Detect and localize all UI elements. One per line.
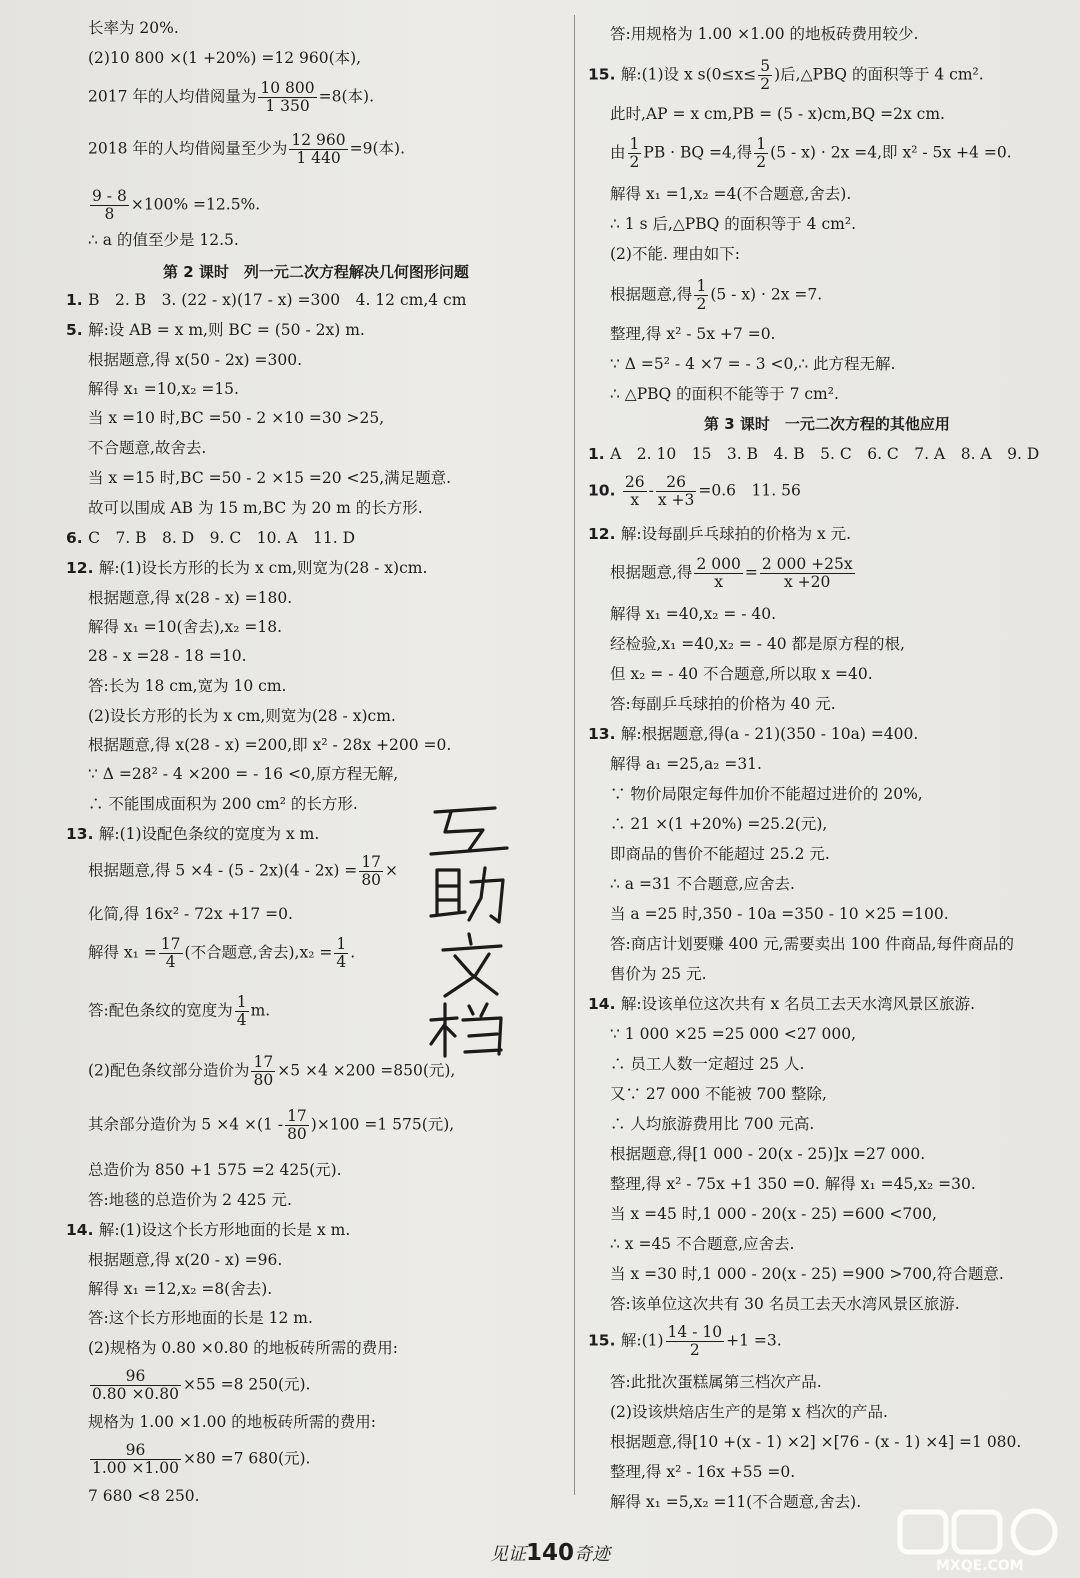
answer-line <box>88 379 239 399</box>
line-text: 解得 x₁ =1,x₂ =4(不合题意,舍去). <box>610 185 852 203</box>
fraction-denominator: 80 <box>361 871 382 889</box>
line-text: ∴ x =45 不合题意,应舍去. <box>610 1235 795 1253</box>
fraction-numerator: 96 <box>90 1442 181 1460</box>
answer-line <box>588 444 1039 464</box>
line-text: 解:设每副乒乓球拍的价格为 x 元. <box>620 525 852 543</box>
answer-line <box>610 24 918 44</box>
fraction <box>656 474 697 509</box>
fraction-denominator: 2 <box>760 75 771 93</box>
footer-prefix: 见证 <box>490 1544 526 1565</box>
answer-line <box>88 1279 272 1299</box>
answer-line <box>610 1402 888 1422</box>
page-footer <box>490 1540 610 1566</box>
line-text: 答:这个长方形地面的长是 12 m. <box>88 1309 313 1327</box>
answer-line <box>610 604 776 624</box>
line-text: 即商品的售价不能超过 25.2 元. <box>610 845 830 863</box>
fraction-numerator: 1 <box>696 277 707 295</box>
line-text: ∴ 1 s 后,△PBQ 的面积等于 4 cm². <box>610 215 856 233</box>
line-text: 当 x =30 时,1 000 - 20(x - 25) =900 >700,符合题意. <box>610 1265 1004 1283</box>
line-text: 解得 x₁ = <box>88 943 157 962</box>
line-text: 不合题意,故舍去. <box>88 439 207 457</box>
fraction-denominator: 80 <box>287 1125 307 1143</box>
answer-line <box>610 104 945 124</box>
line-text: 故可以围成 AB 为 15 m,BC 为 20 m 的长方形. <box>88 499 423 517</box>
fraction <box>90 1442 181 1477</box>
line-text: 解得 x₁ =12,x₂ =8(舍去). <box>88 1280 273 1298</box>
answer-line <box>610 384 839 404</box>
line-text: 答:地毯的总造价为 2 425 元. <box>88 1191 292 1209</box>
answer-line <box>610 1114 814 1134</box>
answer-line <box>588 474 801 509</box>
answer-line <box>66 320 365 340</box>
line-text: 根据题意,得[1 000 - 20(x - 25)]x =27 000. <box>610 1145 926 1163</box>
answer-line <box>88 706 396 726</box>
line-text: (2)设长方形的长为 x cm,则宽为(28 - x)cm. <box>88 707 396 725</box>
line-text: 解得 x₁ =10(舍去),x₂ =18. <box>88 618 283 636</box>
fraction-numerator: 1 <box>756 135 767 153</box>
line-text: )后,△PBQ 的面积等于 4 cm². <box>774 65 984 84</box>
line-text: 根据题意,得[10 +(x - 1) ×2] ×[76 - (x - 1) ×4] =1 080. <box>610 1433 1022 1451</box>
answer-line <box>88 588 292 608</box>
line-text: ∴ a =31 不合题意,应舍去. <box>610 875 795 893</box>
section-heading <box>66 262 566 282</box>
line-text: (2)10 800 ×(1 +20%) =12 960(本), <box>88 49 362 67</box>
line-text: 解:(1) <box>620 1331 664 1350</box>
line-text: × <box>385 861 399 880</box>
line-text: 答:配色条纹的宽度为 <box>88 1001 233 1020</box>
line-text: ∵ Δ =5² - 4 ×7 = - 3 <0,∴ 此方程无解. <box>610 355 896 373</box>
item-number: 1. <box>588 445 611 463</box>
line-text: 根据题意,得 <box>610 563 693 582</box>
fraction <box>760 556 855 591</box>
fraction-denominator: 4 <box>336 953 347 971</box>
answer-line <box>88 48 361 68</box>
fraction-denominator: x +3 <box>657 491 695 509</box>
item-number: 12. <box>588 525 621 543</box>
fraction <box>90 1368 181 1403</box>
line-text: 此时,AP = x cm,PB = (5 - x)cm,BQ =2x cm. <box>610 105 945 123</box>
line-text: =0.6 11. 56 <box>698 481 801 500</box>
fraction <box>694 278 708 313</box>
answer-line <box>610 278 822 313</box>
answer-line <box>88 1160 342 1180</box>
fraction-denominator: x <box>714 573 723 591</box>
line-text: . <box>350 943 356 962</box>
line-text: (5 - x) · 2x =7. <box>710 285 823 304</box>
fraction-numerator: 2 000 +25x <box>761 555 853 573</box>
answer-line <box>88 794 358 814</box>
fraction-numerator: 17 <box>361 853 382 871</box>
line-text: 整理,得 x² - 75x +1 350 =0. 解得 x₁ =45,x₂ =30. <box>610 1175 976 1193</box>
line-text: 答:商店计划要赚 400 元,需要卖出 100 件商品,每件商品的 <box>610 935 1014 953</box>
line-text: 解:设 AB = x m,则 BC = (50 - 2x) m. <box>88 321 365 339</box>
line-text: 答:每副乒乓球拍的价格为 40 元. <box>610 695 836 713</box>
line-text: (2)设该烘焙店生产的是第 x 档次的产品. <box>610 1403 888 1421</box>
answer-line <box>88 230 239 250</box>
line-text: ×55 =8 250(元). <box>182 1375 311 1394</box>
fraction-denominator: 2 <box>689 1341 700 1359</box>
answer-line <box>610 244 740 264</box>
line-text: 解:(1)设长方形的长为 x cm,则宽为(28 - x)cm. <box>98 559 428 577</box>
answer-line <box>66 528 355 548</box>
answer-line <box>88 646 247 666</box>
answer-line <box>88 1108 454 1143</box>
answer-line <box>88 764 398 784</box>
line-text: 规格为 1.00 ×1.00 的地板砖所需的费用: <box>88 1413 377 1431</box>
answer-line <box>610 934 1014 954</box>
fraction-denominator: 1 350 <box>265 97 310 115</box>
item-number: 15. <box>588 65 621 84</box>
answer-line <box>88 350 302 370</box>
line-text: 解:(1)设这个长方形地面的长是 x m. <box>98 1221 351 1239</box>
line-text: 其余部分造价为 5 ×4 ×(1 - <box>88 1115 284 1134</box>
line-text: ∵ 1 000 ×25 =25 000 <27 000, <box>610 1025 857 1043</box>
answer-line <box>610 324 775 344</box>
line-text: A 2. 10 15 3. B 4. B 5. C 6. C 7. A 8. A 9. D <box>610 445 1040 463</box>
line-text: 根据题意,得 x(20 - x) =96. <box>88 1251 283 1269</box>
line-text: (2)规格为 0.80 ×0.80 的地板砖所需的费用: <box>88 1339 398 1357</box>
item-number: 14. <box>588 995 621 1013</box>
answer-line <box>88 854 398 889</box>
fraction-denominator: x <box>630 491 640 509</box>
fraction <box>289 132 347 167</box>
line-text: =8(本). <box>318 87 374 106</box>
fraction-numerator: 17 <box>160 935 181 953</box>
fraction <box>359 854 383 889</box>
item-number: 12. <box>66 559 99 577</box>
answer-line <box>610 1054 804 1074</box>
fraction-denominator: 0.80 ×0.80 <box>92 1385 179 1403</box>
line-text: 答:用规格为 1.00 ×1.00 的地板砖费用较少. <box>610 25 919 43</box>
answer-line <box>88 994 270 1029</box>
answer-line <box>88 735 451 755</box>
fraction-numerator: 1 <box>336 935 347 953</box>
answer-line <box>610 1174 976 1194</box>
line-text: 2018 年的人均借阅量至少为 <box>88 139 288 158</box>
line-text: 答:该单位这次共有 30 名员工去天水湾风景区旅游. <box>610 1295 960 1313</box>
answer-line <box>610 1492 861 1512</box>
line-text: +1 =3. <box>726 1331 782 1350</box>
answer-line <box>610 1432 1021 1452</box>
fraction-numerator: 12 960 <box>291 131 346 149</box>
fraction-denominator: 2 <box>696 295 707 313</box>
line-text: 总造价为 850 +1 575 =2 425(元). <box>88 1161 342 1179</box>
answer-line <box>610 874 795 894</box>
watermark-logo <box>896 1508 1076 1574</box>
fraction-denominator: 1 440 <box>296 149 341 167</box>
line-text: 解:根据题意,得(a - 21)(350 - 10a) =400. <box>620 725 919 743</box>
line-text: ∴ a 的值至少是 12.5. <box>88 231 239 249</box>
answer-line <box>588 994 975 1014</box>
line-text: =9(本). <box>349 139 405 158</box>
answer-line <box>88 438 206 458</box>
line-text: ∴ 人均旅游费用比 700 元高. <box>610 1115 815 1133</box>
line-text: 解:设该单位这次共有 x 名员工去天水湾风景区旅游. <box>620 995 976 1013</box>
line-text: 2017 年的人均借阅量为 <box>88 87 257 106</box>
answer-line <box>610 136 1012 171</box>
answer-line <box>610 1204 937 1224</box>
line-text: 当 x =45 时,1 000 - 20(x - 25) =600 <700, <box>610 1205 937 1223</box>
line-text: 第 2 课时 列一元二次方程解决几何图形问题 <box>163 263 469 281</box>
answer-line <box>88 1054 455 1089</box>
line-text: 长率为 20%. <box>88 19 179 37</box>
answer-line <box>66 1220 350 1240</box>
answer-line <box>88 1368 310 1403</box>
item-number: 15. <box>588 1331 621 1350</box>
fraction-numerator: 1 <box>629 135 640 153</box>
answer-line <box>88 1338 398 1358</box>
answer-line <box>88 676 287 696</box>
answer-line <box>88 1442 310 1477</box>
line-text: = <box>744 563 758 582</box>
fraction-numerator: 96 <box>90 1368 181 1386</box>
answer-line <box>66 290 466 310</box>
answer-line <box>610 1144 925 1164</box>
answer-line <box>610 214 856 234</box>
line-text: 化简,得 16x² - 72x +17 =0. <box>88 905 293 923</box>
line-text: )×100 =1 575(元), <box>310 1115 455 1134</box>
answer-line <box>88 408 384 428</box>
answer-line <box>610 664 873 684</box>
answer-line <box>88 1486 200 1506</box>
answer-line <box>610 184 851 204</box>
answer-line <box>66 824 319 844</box>
fraction-denominator: 8 <box>104 205 115 223</box>
answer-line <box>88 936 355 971</box>
answer-line <box>588 58 984 93</box>
fraction-denominator: 4 <box>236 1011 247 1029</box>
fraction <box>623 474 647 509</box>
line-text: 整理,得 x² - 5x +7 =0. <box>610 325 776 343</box>
fraction-numerator: 17 <box>287 1107 307 1125</box>
answer-line <box>88 1412 376 1432</box>
item-number: 10. <box>588 481 621 500</box>
fraction-denominator: 1.00 ×1.00 <box>92 1459 179 1477</box>
answer-line <box>610 844 830 864</box>
answer-line <box>610 904 949 924</box>
item-number: 14. <box>66 1221 99 1239</box>
answer-line <box>88 904 293 924</box>
fraction-numerator: 10 800 <box>260 79 315 97</box>
fraction-denominator: x +20 <box>784 573 831 591</box>
line-text: ∴ 不能围成面积为 200 cm² 的长方形. <box>88 795 358 813</box>
line-text: m. <box>250 1001 271 1020</box>
fraction <box>334 936 348 971</box>
fraction-numerator: 26 <box>656 474 697 492</box>
line-text: - <box>648 481 654 500</box>
line-text: 解得 a₁ =25,a₂ =31. <box>610 755 762 773</box>
column-divider <box>574 15 575 1495</box>
answer-line <box>66 558 427 578</box>
line-text: (2)不能. 理由如下: <box>610 245 741 263</box>
answer-line <box>610 1372 822 1392</box>
answer-line <box>88 18 179 38</box>
line-text: 解得 x₁ =5,x₂ =11(不合题意,舍去). <box>610 1493 862 1511</box>
item-number: 13. <box>588 725 621 743</box>
answer-line <box>610 354 896 374</box>
line-text: 售价为 25 元. <box>610 965 707 983</box>
line-text: 当 a =25 时,350 - 10a =350 - 10 ×25 =100. <box>610 905 949 923</box>
fraction <box>285 1108 309 1143</box>
fraction-numerator: 26 <box>624 473 645 491</box>
line-text: B 2. B 3. (22 - x)(17 - x) =300 4. 12 cm,4 cm <box>88 291 467 309</box>
fraction <box>758 58 772 93</box>
answer-line <box>88 617 282 637</box>
answer-line <box>610 1024 856 1044</box>
fraction-numerator: 17 <box>253 1053 274 1071</box>
line-text: (不合题意,舍去),x₂ = <box>184 943 333 962</box>
fraction <box>159 936 183 971</box>
line-text: 解:(1)设配色条纹的宽度为 x m. <box>98 825 320 843</box>
answer-line <box>88 188 260 223</box>
handwritten-annotation <box>425 798 515 1058</box>
line-text: 根据题意,得 x(50 - 2x) =300. <box>88 351 303 369</box>
fraction-denominator: 2 <box>629 153 640 171</box>
fraction-denominator: 80 <box>253 1071 274 1089</box>
answer-line <box>610 1294 960 1314</box>
line-text: 经检验,x₁ =40,x₂ = - 40 都是原方程的根, <box>610 635 905 653</box>
line-text: (5 - x) · 2x =4,即 x² - 5x +4 =0. <box>770 143 1012 162</box>
answer-line <box>88 1250 282 1270</box>
line-text: 当 x =10 时,BC =50 - 2 ×10 =30 >25, <box>88 409 385 427</box>
answer-line <box>588 724 918 744</box>
footer-suffix: 奇迹 <box>574 1544 611 1565</box>
line-text: 答:长为 18 cm,宽为 10 cm. <box>88 677 287 695</box>
line-text: 7 680 <8 250. <box>88 1487 200 1505</box>
line-text: 根据题意,得 x(28 - x) =180. <box>88 589 293 607</box>
answer-line <box>610 1084 827 1104</box>
fraction-numerator: 5 <box>760 57 771 75</box>
line-text: ×100% =12.5%. <box>130 195 261 214</box>
line-text: 由 <box>610 143 626 162</box>
answer-line <box>610 964 707 984</box>
fraction <box>628 136 642 171</box>
fraction-numerator: 2 000 <box>696 555 741 573</box>
item-number: 6. <box>66 529 89 547</box>
fraction <box>666 1324 725 1359</box>
line-text: ×80 =7 680(元). <box>182 1449 311 1468</box>
answer-line <box>88 468 451 488</box>
item-number: 5. <box>66 321 89 339</box>
answer-line <box>610 1462 795 1482</box>
answer-line <box>610 754 762 774</box>
answer-line <box>610 634 905 654</box>
line-text: 但 x₂ = - 40 不合题意,所以取 x =40. <box>610 665 873 683</box>
line-text: 第 3 课时 一元二次方程的其他应用 <box>704 415 950 433</box>
fraction-numerator: 14 - 10 <box>667 1323 723 1341</box>
line-text: PB · BQ =4,得 <box>643 143 753 162</box>
section-heading <box>588 414 1066 434</box>
fraction-numerator: 9 - 8 <box>92 187 127 205</box>
line-text: C 7. B 8. D 9. C 10. A 11. D <box>88 529 356 547</box>
line-text: ∴ 员工人数一定超过 25 人. <box>610 1055 805 1073</box>
line-text: ×5 ×4 ×200 =850(元), <box>277 1061 456 1080</box>
answer-line <box>88 80 374 115</box>
fraction <box>258 80 316 115</box>
item-number: 13. <box>66 825 99 843</box>
item-number: 1. <box>66 291 89 309</box>
line-text: 根据题意,得 <box>610 285 693 304</box>
answer-line <box>88 1308 313 1328</box>
answer-line <box>588 1324 782 1359</box>
fraction <box>251 1054 275 1089</box>
answer-line <box>610 784 923 804</box>
fraction-denominator: 2 <box>756 153 767 171</box>
answer-line <box>610 556 857 591</box>
line-text: 解得 x₁ =40,x₂ = - 40. <box>610 605 777 623</box>
fraction <box>754 136 768 171</box>
fraction-denominator: 4 <box>165 953 176 971</box>
svg-text:MXQE.COM: MXQE.COM <box>936 1558 1024 1574</box>
answer-line <box>88 1190 292 1210</box>
line-text: 根据题意,得 5 ×4 - (5 - 2x)(4 - 2x) = <box>88 861 358 880</box>
fraction <box>90 188 129 223</box>
answer-line <box>610 1234 794 1254</box>
answer-line <box>610 814 827 834</box>
fraction <box>235 994 249 1029</box>
answer-line <box>610 694 836 714</box>
answer-line <box>610 1264 1004 1284</box>
answer-line <box>88 132 405 167</box>
line-text: (2)配色条纹部分造价为 <box>88 1061 250 1080</box>
line-text: ∵ Δ =28² - 4 ×200 = - 16 <0,原方程无解, <box>88 765 399 783</box>
line-text: 根据题意,得 x(28 - x) =200,即 x² - 28x +200 =0. <box>88 736 452 754</box>
line-text: ∴ △PBQ 的面积不能等于 7 cm². <box>610 385 839 403</box>
line-text: 解:(1)设 x s(0≤x≤ <box>620 65 757 84</box>
page-number: 140 <box>526 1540 575 1566</box>
line-text: 整理,得 x² - 16x +55 =0. <box>610 1463 796 1481</box>
line-text: ∴ 21 ×(1 +20%) =25.2(元), <box>610 815 828 833</box>
answer-line <box>588 524 851 544</box>
line-text: 解得 x₁ =10,x₂ =15. <box>88 380 239 398</box>
line-text: 答:此批次蛋糕属第三档次产品. <box>610 1373 822 1391</box>
fraction <box>694 556 742 591</box>
answer-line <box>88 498 423 518</box>
line-text: 当 x =15 时,BC =50 - 2 ×15 =20 <25,满足题意. <box>88 469 452 487</box>
line-text: 28 - x =28 - 18 =10. <box>88 647 247 665</box>
fraction-numerator: 1 <box>236 993 247 1011</box>
line-text: ∵ 物价局限定每件加价不能超过进价的 20%, <box>610 785 923 803</box>
line-text: 又∵ 27 000 不能被 700 整除, <box>610 1085 827 1103</box>
